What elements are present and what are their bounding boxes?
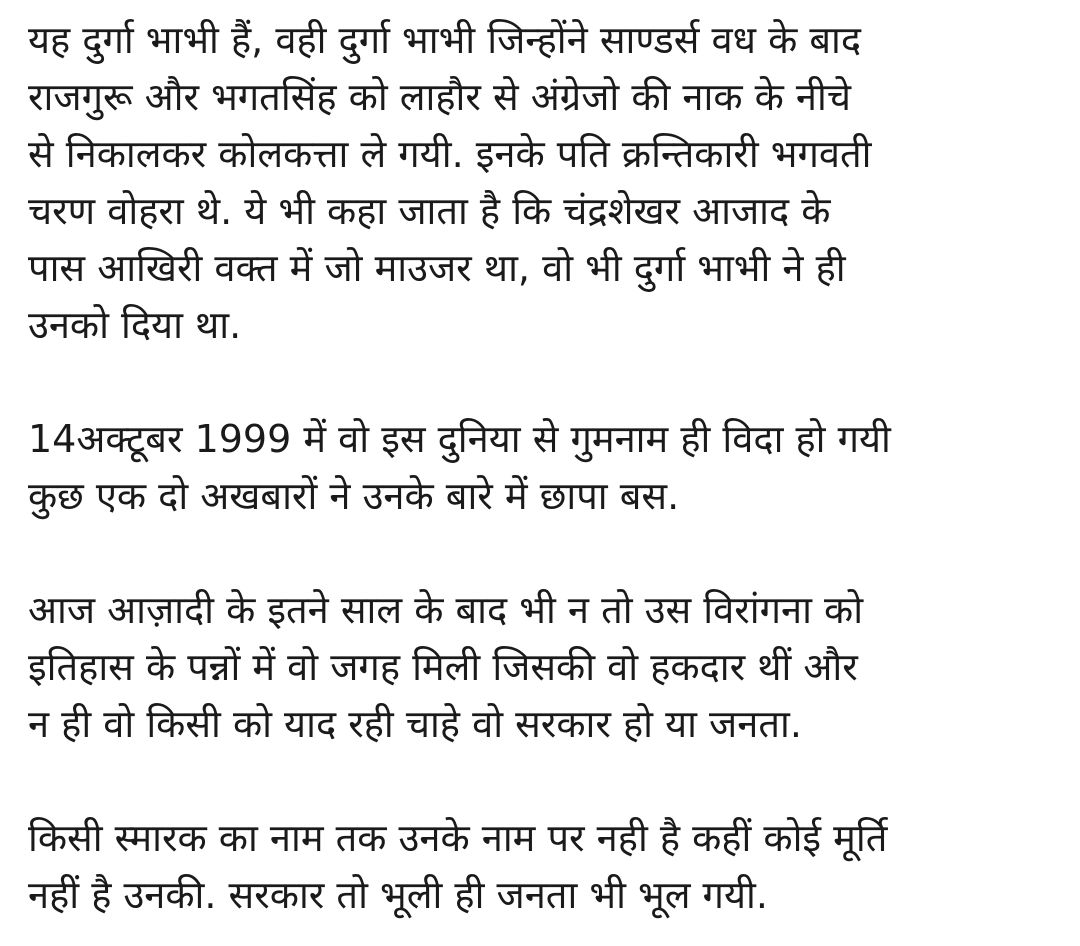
paragraph — [28, 810, 1068, 924]
article-body — [28, 12, 1068, 924]
text-line: आज आज़ादी के इतने साल के बाद भी न तो उस विरांगना को — [28, 588, 864, 632]
paragraph — [28, 12, 1068, 354]
text-line: न ही वो किसी को याद रही चाहे वो सरकार हो या जनता. — [28, 702, 802, 746]
text-line: उनको दिया था. — [28, 303, 242, 347]
text-line: से निकालकर कोलकत्ता ले गयी. इनके पति क्रन्तिकारी भगवती — [28, 132, 872, 176]
text-line: चरण वोहरा थे. ये भी कहा जाता है कि चंद्रशेखर आजाद के — [28, 189, 831, 233]
text-line: नहीं है उनकी. सरकार तो भूली ही जनता भी भूल गयी. — [28, 873, 768, 917]
paragraph — [28, 411, 1068, 525]
text-line: पास आखिरी वक्त में जो माउजर था, वो भी दुर्गा भाभी ने ही — [28, 246, 846, 290]
text-line: इतिहास के पन्नों में वो जगह मिली जिसकी वो हकदार थीं और — [28, 645, 858, 689]
text-line: 14अक्टूबर 1999 में वो इस दुनिया से गुमनाम ही विदा हो गयी — [28, 417, 891, 461]
text-line: कुछ एक दो अखबारों ने उनके बारे में छापा बस. — [28, 474, 680, 518]
text-line: किसी स्मारक का नाम तक उनके नाम पर नही है कहीं कोई मूर्ति — [28, 816, 888, 860]
text-line: यह दुर्गा भाभी हैं, वही दुर्गा भाभी जिन्होंने साण्डर्स वध के बाद — [28, 18, 862, 62]
text-line: राजगुरू और भगतसिंह को लाहौर से अंग्रेजो की नाक के नीचे — [28, 75, 851, 119]
paragraph — [28, 582, 1068, 753]
